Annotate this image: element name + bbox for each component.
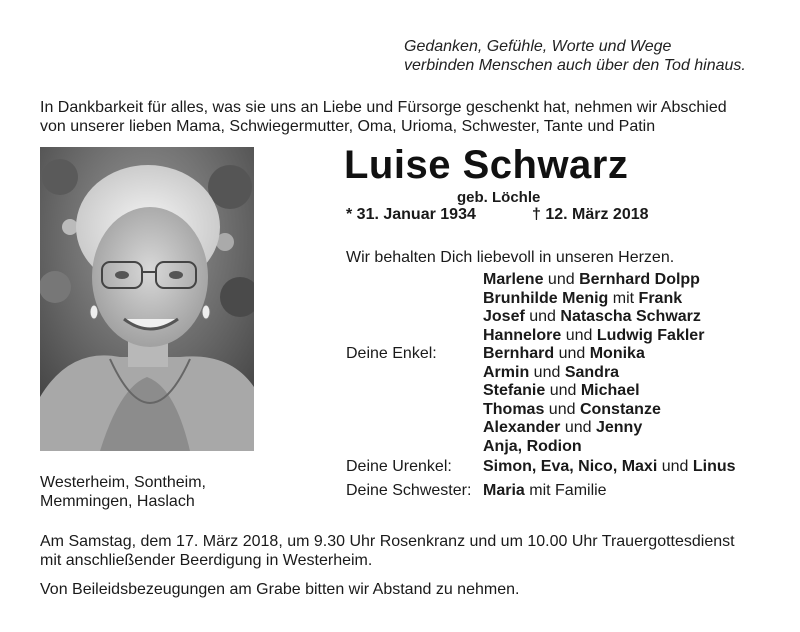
mourner-name: Michael	[580, 382, 640, 399]
mourner-line	[483, 364, 661, 383]
connector-text: und	[560, 419, 596, 436]
mourner-name: Ludwig Fakler	[596, 326, 705, 344]
mourner-name: Bernhard Dolpp	[579, 271, 700, 288]
mourner-name: Jenny	[595, 419, 643, 436]
closing-note: Von Beileidsbezeugungen am Grabe bitten wir Abstand zu nehmen.	[40, 581, 520, 598]
mourner-line	[483, 401, 661, 420]
connector-text: mit	[608, 289, 639, 307]
sister-names	[483, 482, 607, 501]
service-info	[40, 532, 780, 570]
mourner-name: Linus	[692, 458, 736, 475]
mourner-name: Stefanie	[483, 382, 546, 399]
mourner-name: Hannelore	[483, 326, 562, 344]
mourner-name: Constanze	[579, 400, 661, 418]
connector-text: und	[554, 345, 590, 362]
birth-name: geb. Löchle	[457, 189, 541, 206]
places	[40, 473, 206, 511]
mourner-line	[483, 482, 607, 501]
mourner-line	[483, 458, 736, 477]
portrait-photo	[40, 147, 254, 451]
mourner-line	[483, 308, 704, 327]
sister-label: Deine Schwester:	[346, 481, 472, 499]
places-line-2: Memmingen, Haslach	[40, 493, 195, 510]
mourner-name: Anja, Rodion	[483, 437, 582, 455]
great-grandchildren-group	[346, 458, 736, 477]
grandchildren-names	[483, 345, 661, 456]
children-group	[346, 271, 736, 345]
connector-text: und	[561, 326, 597, 344]
mourner-line	[483, 271, 704, 290]
mourners-list	[346, 271, 736, 500]
mourner-name: Brunhilde Menig	[483, 289, 609, 307]
mourner-name: Natascha Schwarz	[560, 308, 701, 325]
service-line-1: Am Samstag, dem 17. März 2018, um 9.30 Uhr Rosenkranz und um 10.00 Uhr Trauergottesdienst	[40, 533, 735, 550]
mourner-name: Monika	[589, 345, 645, 362]
motto-line-1: Gedanken, Gefühle, Worte und Wege	[404, 38, 672, 55]
children-label	[346, 271, 483, 345]
great-grandchildren-names	[483, 458, 736, 477]
mourner-line	[483, 419, 661, 438]
connector-text: und	[657, 458, 693, 475]
connector-text: und	[543, 271, 580, 288]
mourner-name: Josef	[483, 308, 525, 325]
intro-text	[40, 98, 770, 136]
connector-text: und	[544, 400, 580, 418]
connector-text: und	[545, 382, 581, 399]
sister-group	[346, 482, 736, 501]
mourner-name: Frank	[638, 289, 683, 307]
mourner-line	[483, 345, 661, 364]
children-names	[483, 271, 704, 345]
connector-text: und	[524, 308, 561, 325]
connector-text: mit Familie	[524, 481, 607, 499]
mourner-line	[483, 438, 661, 457]
mourner-name: Alexander	[483, 419, 561, 436]
birth-date: * 31. Januar 1934	[346, 206, 476, 223]
mourner-line	[483, 290, 704, 309]
connector-text: und	[529, 363, 565, 381]
motto-line-2: verbinden Menschen auch über den Tod hinaus.	[404, 57, 746, 74]
great-grandchildren-label: Deine Urenkel:	[346, 458, 452, 475]
mourner-name: Thomas	[483, 400, 545, 418]
grandchildren-group	[346, 345, 736, 456]
mourner-name: Maria	[483, 481, 525, 499]
death-date: † 12. März 2018	[532, 206, 649, 223]
service-line-2: mit anschließender Beerdigung in Westerheim.	[40, 552, 373, 569]
mourner-name: Marlene	[483, 271, 544, 288]
motto	[404, 37, 764, 75]
places-line-1: Westerheim, Sontheim,	[40, 474, 206, 491]
mourner-name: Sandra	[564, 363, 620, 381]
grandchildren-label: Deine Enkel:	[346, 345, 437, 362]
mourner-name: Armin	[483, 363, 530, 381]
intro-line-2: von unserer lieben Mama, Schwiegermutter, Oma, Urioma, Schwester, Tante und Patin	[40, 118, 656, 135]
mourner-name: Bernhard	[483, 345, 555, 362]
mourner-line	[483, 382, 661, 401]
farewell-line: Wir behalten Dich liebevoll in unseren Herzen.	[346, 249, 675, 266]
deceased-name: Luise Schwarz	[344, 143, 629, 187]
mourner-name: Simon, Eva, Nico, Maxi	[483, 458, 658, 475]
mourner-line	[483, 327, 704, 346]
intro-line-1: In Dankbarkeit für alles, was sie uns an Liebe und Fürsorge geschenkt hat, nehmen wir Abschied	[40, 99, 727, 116]
